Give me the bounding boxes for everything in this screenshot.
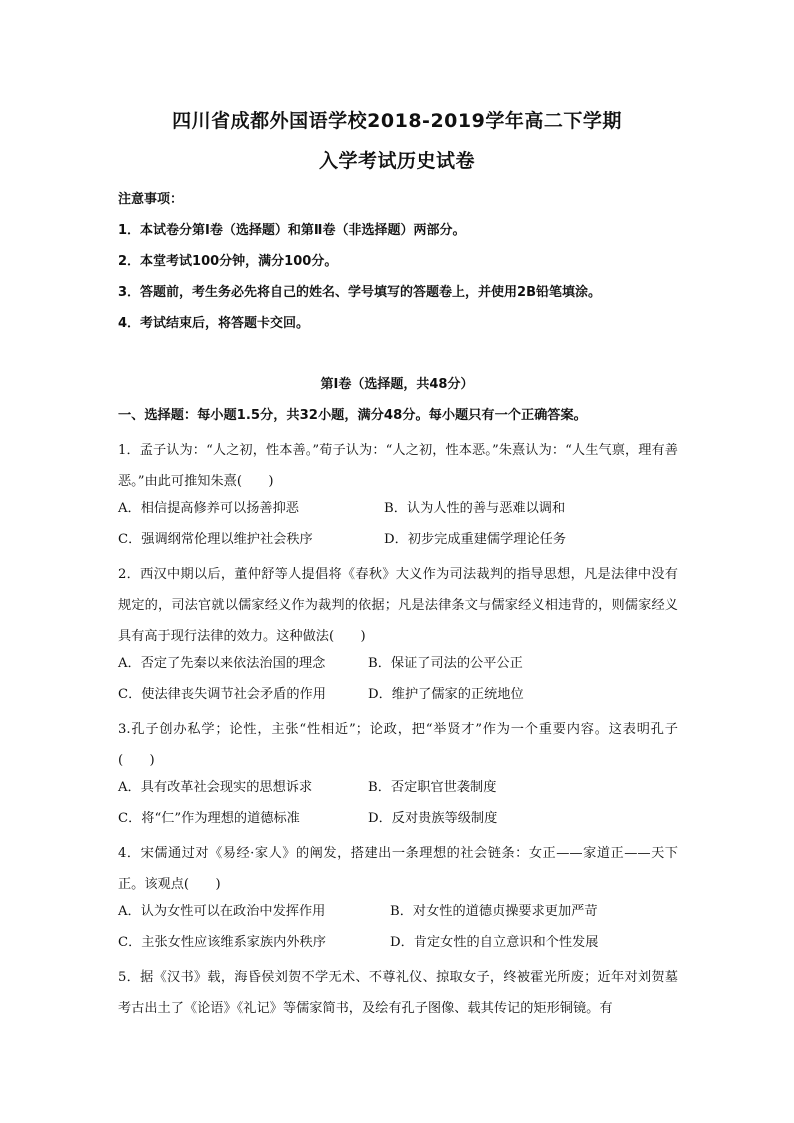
option-d: D．肯定女性的自立意识和个性发展 (390, 935, 599, 950)
option-row (118, 931, 678, 962)
option-row (118, 807, 678, 838)
option-d: D．反对贵族等级制度 (368, 811, 498, 826)
note-item: 2．本堂考试100分钟，满分100分。 (118, 254, 338, 269)
option-a: A．认为女性可以在政治中发挥作用 (118, 904, 326, 919)
option-row (118, 776, 678, 807)
option-b: B．否定职官世袭制度 (368, 780, 497, 795)
note-item: 4．考试结束后，将答题卡交回。 (118, 316, 310, 331)
question-stem: 2．西汉中期以后，董仲舒等人提倡将《春秋》大义作为司法裁判的指导思想，凡是法律中没有规定的，司法官就以儒家经义作为裁判的依据；凡是法律条文与儒家经义相违背的，则儒家经义具有高于现行法律的效力。这种做法( ) (118, 567, 678, 644)
questions-body (118, 404, 678, 1024)
option-c: C．主张女性应该维系家族内外秩序 (118, 935, 326, 950)
option-d: D．初步完成重建儒学理论任务 (384, 532, 567, 547)
option-row (118, 497, 678, 528)
note-item: 3．答题前，考生务必先将自己的姓名、学号填写的答题卷上，并使用2B铅笔填涂。 (118, 285, 602, 300)
option-row (118, 900, 678, 931)
option-c: C．将“仁”作为理想的道德标准 (118, 811, 300, 826)
option-b: B．保证了司法的公平公正 (368, 656, 523, 671)
option-a: A．具有改革社会现实的思想诉求 (118, 780, 313, 795)
option-c: C．使法律丧失调节社会矛盾的作用 (118, 687, 326, 702)
option-b: B．认为人性的善与恶难以调和 (384, 501, 566, 516)
question-stem: 5．据《汉书》载，海昏侯刘贺不学无术、不尊礼仪、掠取女子，终被霍光所废；近年对刘贺墓考古出土了《论语》《礼记》等儒家简书，及绘有孔子图像、载其传记的矩形铜镜。有 (118, 970, 678, 1016)
section-instruction: 一、选择题：每小题1.5分，共32小题，满分48分。每小题只有一个正确答案。 (118, 408, 587, 423)
option-b: B．对女性的道德贞操要求更加严苛 (390, 904, 598, 919)
question-stem: 3.孔子创办私学；论性，主张“性相近”；论政，把“举贤才”作为一个重要内容。这表明孔子( ) (118, 722, 678, 768)
option-row (118, 528, 678, 559)
exam-title-line2: 入学考试历史试卷 (318, 150, 475, 172)
question-stem: 1．孟子认为：“人之初，性本善。”荀子认为：“人之初，性本恶。”朱熹认为：“人生气禀，理有善恶。”由此可推知朱熹( ) (118, 443, 678, 489)
option-row (118, 683, 678, 714)
option-d: D．维护了儒家的正统地位 (368, 687, 524, 702)
option-a: A．否定了先秦以来依法治国的理念 (118, 656, 326, 671)
option-row (118, 652, 678, 683)
note-item: 1．本试卷分第Ⅰ卷（选择题）和第Ⅱ卷（非选择题）两部分。 (118, 223, 466, 238)
notes-heading: 注意事项： (118, 192, 184, 207)
question-stem: 4．宋儒通过对《易经·家人》的阐发，搭建出一条理想的社会链条：女正——家道正——天下正。该观点( ) (118, 846, 678, 892)
option-a: A．相信提高修养可以扬善抑恶 (118, 501, 299, 516)
exam-title-line1: 四川省成都外国语学校2018-2019学年高二下学期 (172, 110, 622, 132)
option-c: C．强调纲常伦理以维护社会秩序 (118, 532, 313, 547)
notes-block (118, 188, 718, 343)
section-title: 第Ⅰ卷（选择题，共48分） (320, 377, 474, 392)
